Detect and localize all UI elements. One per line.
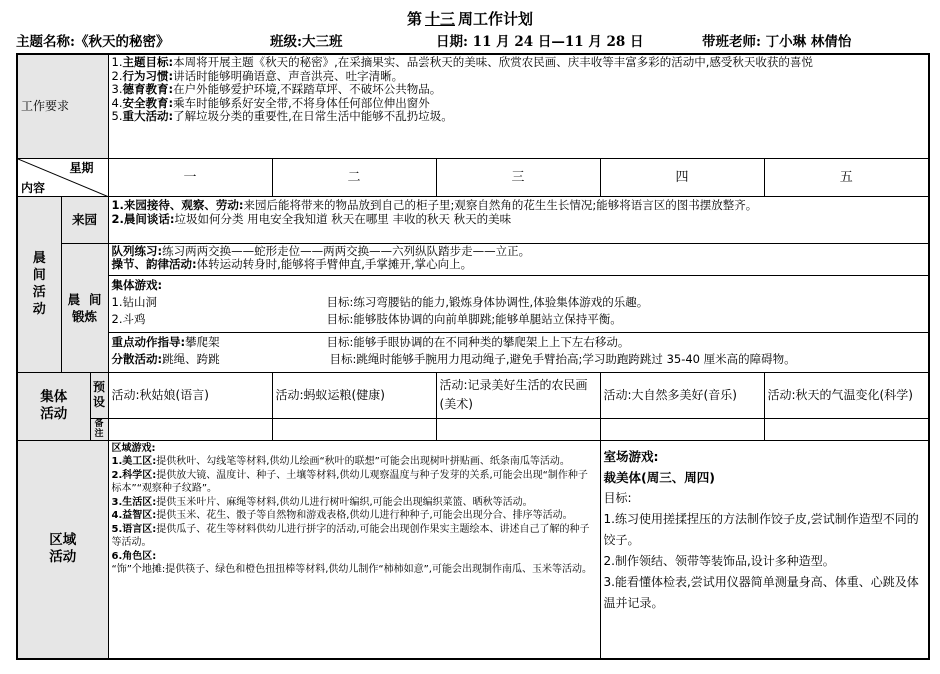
- requirements-label: 工作要求: [17, 54, 108, 158]
- day-thursday: 四: [600, 158, 764, 196]
- content-axis-label: 内容: [21, 180, 46, 195]
- class-name: 班级:大三班: [270, 34, 343, 50]
- header-info: [0, 32, 940, 52]
- morning-exercise-label: 晨 间 锻炼: [61, 243, 108, 372]
- requirement-item: 1.主题目标:本周将开展主题《秋天的秘密》,在采摘果实、品尝秋天的美味、欣赏农民画、庆丰收等丰富多彩的活动中,感受秋天收获的喜悦: [111, 55, 813, 69]
- note-wednesday: [436, 418, 600, 440]
- preset-label: 预 设: [90, 372, 108, 418]
- arrival-content: 1.来园接待、观察、劳动:来园后能将带来的物品放到自己的柜子里;观察自然角的花生生长情况;能够将语言区的图书摆放整齐。 2.晨间谈话:垃圾如何分类 用电安全我知道 秋天在哪里 丰收的秋天 秋天的美味: [108, 196, 929, 243]
- page-title: [0, 10, 940, 28]
- activity-thursday: 活动:大自然多美好(音乐): [600, 372, 764, 418]
- weekly-plan-table: [16, 53, 930, 660]
- activity-friday: 活动:秋天的气温变化(科学): [764, 372, 929, 418]
- note-monday: [108, 418, 272, 440]
- requirements-list: [108, 54, 929, 158]
- morning-activities-label: 晨 间 活 动: [17, 196, 61, 372]
- requirement-item: 4.安全教育:乘车时能够系好安全带,不将身体任何部位伸出窗外: [111, 95, 430, 110]
- area-games: 区域游戏: 1.美工区:提供秋叶、勾线笔等材料,供幼儿绘画“秋叶的联想”可能会出现树叶拼贴画、纸条南瓜等活动。 2.科学区:提供放大镜、温度计、种子、土壤等材料,供幼儿观察温度与种子发芽的关系,可能会出现“制作种子标本”“观察种子纹路”。 3.生活区:提供玉米叶片、麻绳等材料,供幼儿进行树叶编织,可能会出现编织菜篮、晒秋等活动。 4.益智区:提供玉米、花生、骰子等自然物和游戏表格,供幼儿进行种种子,可能会出现分合、排序等活动。 5.语言区:提供瓜子、花生等材料供幼儿进行拼字的活动,可能会出现创作果实主题绘本、讲述自己了解的种子等活动。 6.角色区: “饰”个地摊:提供筷子、绿色和橙色扭扭棒等材料,供幼儿制作“柿柿如意”,可能会出现制作南瓜、玉米等活动。: [108, 440, 600, 659]
- day-friday: 五: [764, 158, 929, 196]
- weekday-axis-label: 星期: [69, 160, 94, 175]
- activity-monday: 活动:秋姑娘(语言): [108, 372, 272, 418]
- indoor-goal: 3.能看懂体检表,尝试用仪器简单测量身高、体重、心跳及体温并记录。: [603, 574, 919, 610]
- area-activities-label: 区域 活动: [17, 440, 108, 659]
- note-label: 备 注: [90, 418, 108, 440]
- title-suffix: 周工作计划: [458, 10, 534, 28]
- day-tuesday: 二: [272, 158, 436, 196]
- area-item: 3.生活区:提供玉米叶片、麻绳等材料,供幼儿进行树叶编织,可能会出现编织菜篮、晒秋等活动。: [111, 496, 533, 508]
- indoor-goal: 1.练习使用搓揉捏压的方法制作饺子皮,尝试制作造型不同的饺子。: [603, 511, 919, 547]
- activity-wednesday: 活动:记录美好生活的农民画(美术): [436, 372, 600, 418]
- group-games: 集体游戏: 1.钻山洞 目标:练习弯腰钻的能力,锻炼身体协调性,体验集体游戏的乐趣。 2.斗鸡 目标:能够肢体协调的向前单脚跳;能够单腿站立保持平衡。: [108, 275, 929, 332]
- theme-name: 主题名称:《秋天的秘密》: [16, 34, 170, 50]
- note-friday: [764, 418, 929, 440]
- activity-tuesday: 活动:蚂蚁运粮(健康): [272, 372, 436, 418]
- area-item: 2.科学区:提供放大镜、温度计、种子、土壤等材料,供幼儿观察温度与种子发芽的关系,可能会出现“制作种子标本”“观察种子纹路”。: [111, 469, 588, 494]
- group-activities-label: 集体 活动: [17, 372, 90, 440]
- area-item: 4.益智区:提供玉米、花生、骰子等自然物和游戏表格,供幼儿进行种种子,可能会出现分合、排序等活动。: [111, 510, 573, 521]
- requirement-item: 3.德育教育:在户外能够爱护环境,不踩踏草坪、不破坏公共物品。: [111, 82, 442, 96]
- diagonal-header-cell: [17, 158, 108, 196]
- date-range: 日期: 11 月 24 日—11 月 28 日: [436, 34, 644, 50]
- day-wednesday: 三: [436, 158, 600, 196]
- game-item: 1.钻山洞 目标:练习弯腰钻的能力,锻炼身体协调性,体验集体游戏的乐趣。: [111, 294, 649, 309]
- drill-and-gym: 队列练习:练习两两交换——蛇形走位——两两交换——六列纵队踏步走——立正。 操节、韵律活动:体转运动转身时,能够将手臂伸直,手掌摊开,掌心向上。: [108, 243, 929, 275]
- focus-and-split-activities: 重点动作指导:攀爬架 目标:能够手眼协调的在不同种类的攀爬架上上下左右移动。 分散活动:跳绳、跨跳 目标:跳绳时能够手腕用力甩动绳子,避免手臂抬高;学习助跑跨跳过 35-40 厘米高的障碍物。: [108, 332, 929, 372]
- title-prefix: 第: [406, 10, 422, 28]
- game-item: 2.斗鸡 目标:能够肢体协调的向前单脚跳;能够单腿站立保持平衡。: [111, 311, 622, 326]
- requirement-item: 5.重大活动:了解垃圾分类的重要性,在日常生活中能够不乱扔垃圾。: [111, 109, 453, 123]
- indoor-goal: 2.制作领结、领带等装饰品,设计多种造型。: [603, 553, 835, 568]
- area-item: 6.角色区:: [111, 550, 157, 562]
- arrival-label: 来园: [61, 196, 108, 243]
- area-item: 5.语言区:提供瓜子、花生等材料供幼儿进行拼字的活动,可能会出现创作果实主题绘本、讲述自己了解的种子等活动。: [111, 523, 590, 548]
- day-monday: 一: [108, 158, 272, 196]
- requirement-item: 2.行为习惯:讲话时能够明确语意、声音洪亮、吐字清晰。: [111, 68, 404, 83]
- title-week-number: 十三: [424, 10, 455, 28]
- area-item: “饰”个地摊:提供筷子、绿色和橙色扭扭棒等材料,供幼儿制作“柿柿如意”,可能会出现制作南瓜、玉米等活动。: [111, 564, 592, 575]
- area-item: 1.美工区:提供秋叶、勾线笔等材料,供幼儿绘画“秋叶的联想”可能会出现树叶拼贴画、纸条南瓜等活动。: [111, 456, 570, 467]
- note-thursday: [600, 418, 764, 440]
- note-tuesday: [272, 418, 436, 440]
- indoor-games: 室场游戏: 裁美体(周三、周四) 目标: 1.练习使用搓揉捏压的方法制作饺子皮,尝试制作造型不同的饺子。 2.制作领结、领带等装饰品,设计多种造型。 3.能看懂体检表,尝试用仪器简单测量身高、体重、心跳及体温并记录。: [600, 440, 929, 659]
- teachers: 带班老师: 丁小琳 林倩怡: [702, 34, 852, 50]
